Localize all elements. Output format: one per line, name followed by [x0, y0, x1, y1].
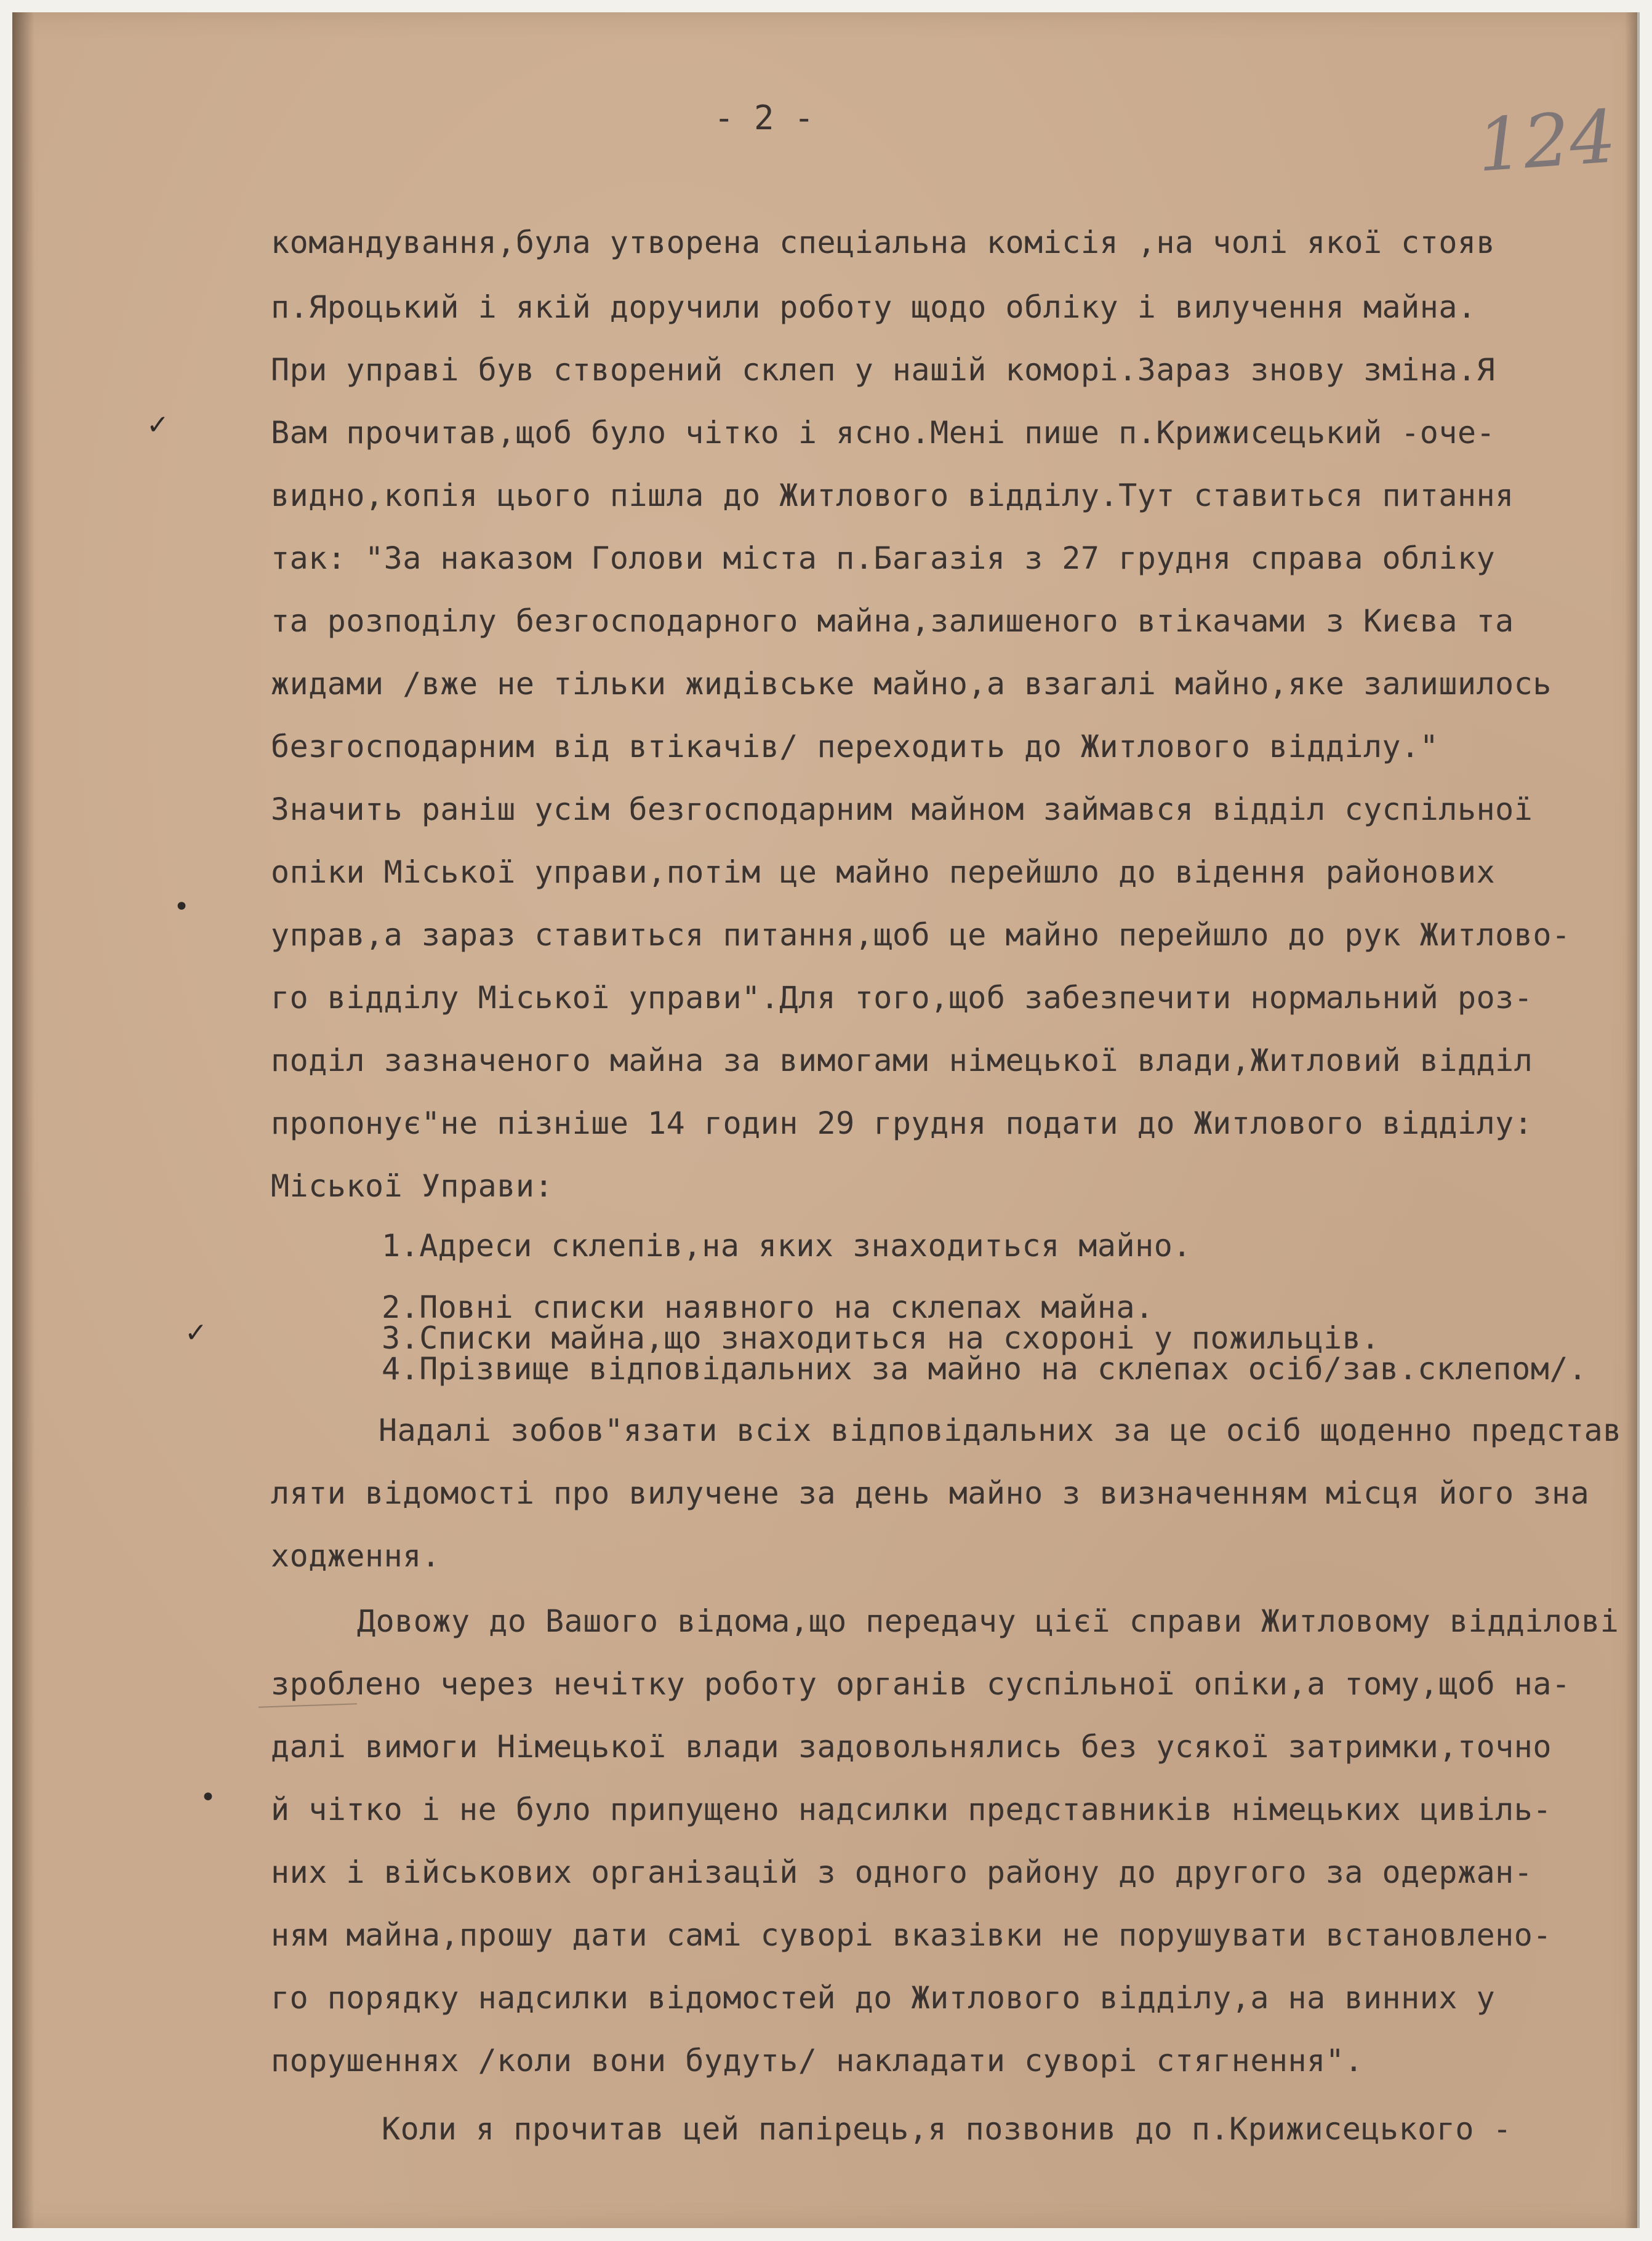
body-line: них і військових організацій з одного району до другого за одержан-	[271, 1854, 1533, 1890]
edge-shadow	[1625, 12, 1640, 2228]
margin-mark-icon: ✓	[185, 1317, 207, 1349]
body-line: зроблено через нечітку роботу органів суспільної опіки,а тому,щоб на-	[271, 1666, 1571, 1702]
body-line: Довожу до Вашого відома,що передачу цієї справи Житловому відділові	[357, 1603, 1619, 1639]
body-line: порушеннях /коли вони будуть/ накладати суворі стягнення".	[271, 2043, 1363, 2079]
body-line: далі вимоги Німецької влади задовольнялись без усякої затримки,точно	[271, 1729, 1552, 1765]
body-line: ляти відомості про вилучене за день майно з визначенням місця його зна	[271, 1475, 1590, 1511]
list-item: 4.Прізвище відповідальних за майно на склепах осіб/зав.склепом/.	[382, 1351, 1587, 1387]
body-line: поділ зазначеного майна за вимогами німецької влади,Житловий відділ	[271, 1043, 1533, 1078]
body-line: та розподілу безгосподарного майна,залишеного втікачами з Києва та	[271, 603, 1514, 639]
body-line: так: "За наказом Голови міста п.Багазія з 27 грудня справа обліку	[271, 540, 1496, 576]
body-line: видно,копія цього пішла до Житлового відділу.Тут ставиться питання	[271, 478, 1514, 513]
list-item: 1.Адреси склепів,на яких знаходиться майно.	[382, 1228, 1192, 1264]
body-line: пропонує"не пізніше 14 годин 29 грудня подати до Житлового відділу:	[271, 1105, 1533, 1141]
body-line: Коли я прочитав цей папірець,я позвонив до п.Крижисецького -	[382, 2111, 1512, 2147]
list-item: 2.Повні списки наявного на склепах майна.	[382, 1289, 1154, 1325]
body-line: командування,була утворена спеціальна комісія ,на чолі якої стояв	[271, 225, 1496, 260]
body-line: Міської Управи:	[271, 1168, 554, 1204]
margin-mark-icon: •	[200, 1782, 216, 1813]
binding-shadow	[12, 12, 34, 2228]
body-line: безгосподарним від втікачів/ переходить до Житлового відділу."	[271, 729, 1439, 764]
body-line: опіки Міської управи,потім це майно перейшло до відення районових	[271, 854, 1496, 890]
body-line: Вам прочитав,щоб було чітко і ясно.Мені пише п.Крижисецький -оче-	[271, 415, 1496, 451]
body-line: ням майна,прошу дати самі суворі вказівки не порушувати встановлено-	[271, 1917, 1552, 1953]
body-line: ходження.	[271, 1538, 441, 1574]
body-line: го відділу Міської управи".Для того,щоб забезпечити нормальний роз-	[271, 980, 1533, 1016]
body-line: го порядку надсилки відомостей до Житлового відділу,а на винних у	[271, 1980, 1496, 2016]
body-line: При управі був створений склеп у нашій коморі.Зараз знову зміна.Я	[271, 352, 1496, 388]
margin-mark-icon: ✓	[146, 409, 169, 441]
body-line: Значить раніш усім безгосподарним майном займався відділ суспільної	[271, 792, 1533, 827]
body-line: п.Яроцький і якій доручили роботу щодо обліку і вилучення майна.	[271, 289, 1477, 325]
body-line: й чітко і не було припущено надсилки представників німецьких цивіль-	[271, 1792, 1552, 1827]
page-number: - 2 -	[714, 98, 814, 137]
body-line: жидами /вже не тільки жидівське майно,а взагалі майно,яке залишилось	[271, 666, 1552, 702]
margin-mark-icon: •	[174, 891, 190, 923]
list-item: 3.Списки майна,що знаходиться на схороні у пожильців.	[382, 1320, 1380, 1356]
body-line: управ,а зараз ставиться питання,щоб це майно перейшло до рук Житлово-	[271, 917, 1571, 953]
archive-number: 124	[1474, 94, 1619, 188]
body-line: Надалі зобов"язати всіх відповідальних за це осіб щоденно представ	[379, 1413, 1622, 1448]
